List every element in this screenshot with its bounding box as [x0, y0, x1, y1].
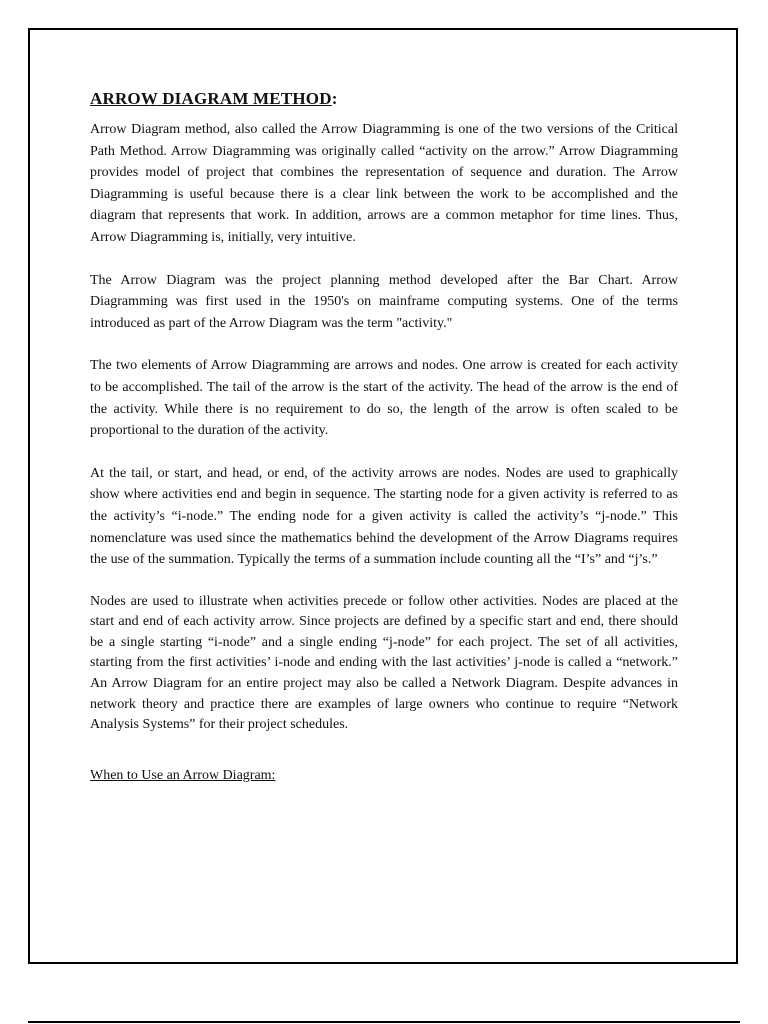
document-title-text: ARROW DIAGRAM METHOD [90, 89, 332, 108]
paragraph-nodes: At the tail, or start, and head, or end, of the activity arrows are nodes. Nodes are used to graphically show where activities end and begin in sequence. The starting node for a given activity is referred to as the activity’s “i-node.” The ending node for a given activity is called the activity’s “j-node.” This nomenclature was used since the mathematics behind the development of the Arrow Diagrams requires the use of the summation. Typically the terms of a summation include counting all the “I’s” and “j’s.” [90, 465, 678, 568]
paragraph-history: The Arrow Diagram was the project planning method developed after the Bar Chart. Arrow Diagramming was first used in the 1950's on mainframe computing systems. One of the terms introduced as part of the Arrow Diagram was the term "activity." [90, 272, 678, 331]
paragraph-elements: The two elements of Arrow Diagramming are arrows and nodes. One arrow is created for each activity to be accomplished. The tail of the arrow is the start of the activity. The head of the arrow is the end of the activity. While there is no requirement to do so, the length of the arrow is often scaled to be proportional to the duration of the activity. [90, 358, 678, 439]
document-title-colon: : [331, 89, 338, 108]
paragraph-intro: Arrow Diagram method, also called the Arrow Diagramming is one of the two versions of the Critical Path Method. Arrow Diagramming was originally called “activity on the arrow.” Arrow Diagramming provides model of project that combines the representation of sequence and duration. The Arrow Diagramming is useful because there is a clear link between the work to be accomplished and the diagram that represents that work. In addition, arrows are a common metaphor for time lines. Thus, Arrow Diagramming is, initially, very intuitive. [90, 122, 678, 245]
paragraph-network: Nodes are used to illustrate when activities precede or follow other activities. Nodes are placed at the start and end of each activity arrow. Since projects are defined by a specific start and end, there should be a single starting “i-node” and a single ending “j-node” for each project. The set of all activities, starting from the first activities’ i-node and ending with the last activities’ j-node is called a “network.” An Arrow Diagram for an entire project may also be called a Network Diagram. Despite advances in network theory and practice there are examples of large owners who continue to require “Network Analysis Systems” for their project schedules. [90, 593, 678, 733]
document-body [90, 88, 678, 786]
document-title [90, 88, 678, 110]
page-divider [28, 1021, 740, 1023]
section-subheading: When to Use an Arrow Diagram: [90, 767, 276, 783]
